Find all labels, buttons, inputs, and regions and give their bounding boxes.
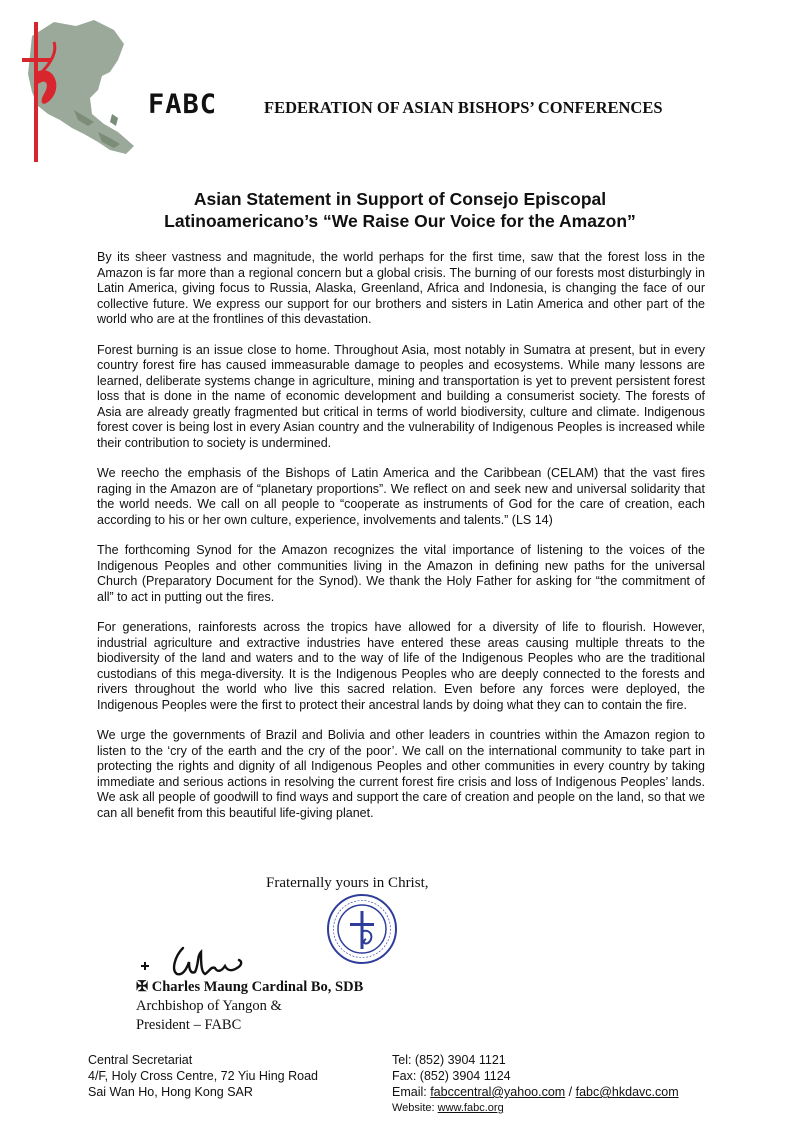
signature-icon xyxy=(135,942,275,982)
title-line-1: Asian Statement in Support of Consejo Episcopal xyxy=(193,189,607,209)
signer-name: ✠ Charles Maung Cardinal Bo, SDB xyxy=(136,979,364,995)
paragraph: For generations, rainforests across the tropics have allowed for a diversity of life to flourish. However, industrial agriculture and extractive industries have entered these areas causing multiple threats to the biodiversity of the land and waters and to the way of life of the Indigenous Peoples who are the traditional custodians of this mega-diversity. It is the Indigenous Peoples who are deeply connected to the forests and rivers throughout the world who live this sacred relation. Even before any forces were deployed, the Indigenous Peoples were the first to protect their ancestral lands by doing what they can to contain the fire. xyxy=(97,620,705,712)
email-link-2[interactable]: fabc@hkdavc.com xyxy=(575,1085,679,1099)
signature xyxy=(135,942,275,982)
signer-title-2: President – FABC xyxy=(136,1017,242,1033)
email-line xyxy=(392,1084,679,1100)
fabc-seal xyxy=(326,893,398,965)
fax-line: Fax: (852) 3904 1124 xyxy=(392,1069,511,1083)
address-line: Central Secretariat xyxy=(88,1053,193,1067)
website-label: Website: xyxy=(392,1102,438,1114)
tel-line: Tel: (852) 3904 1121 xyxy=(392,1053,506,1067)
title-line-2: Latinoamericano’s “We Raise Our Voice for the Amazon” xyxy=(164,211,636,231)
website-link[interactable]: www.fabc.org xyxy=(437,1102,504,1114)
document-body xyxy=(97,250,705,836)
address-line: 4/F, Holy Cross Centre, 72 Yiu Hing Road xyxy=(88,1069,318,1083)
header-acronym: FABC xyxy=(148,89,218,120)
paragraph: We urge the governments of Brazil and Bolivia and other leaders in countries within the Amazon region to listen to the ‘cry of the earth and the cry of the poor’. We call on the international community to take part in protecting the rights and dignity of all Indigenous Peoples and other communities in every country by taking immediate and serious actions in resolving the current forest fire crisis and loss of Indigenous Peoples’ lands. We ask all people of goodwill to find ways and support the care of creation and people on the land, so that we can all benefit from this beautiful life-giving planet. xyxy=(97,728,705,820)
signer-block xyxy=(136,978,363,1035)
signer-title-1: Archbishop of Yangon & xyxy=(136,998,282,1014)
footer-address xyxy=(88,1052,318,1100)
fabc-logo xyxy=(14,14,144,164)
website-line xyxy=(392,1100,679,1116)
closing-line: Fraternally yours in Christ, xyxy=(266,875,429,891)
paragraph: The forthcoming Synod for the Amazon recognizes the vital importance of listening to the voices of the Indigenous Peoples and other communities living in the Amazon in defining new paths for the universal Church (Preparatory Document for the Synod). We thank the Holy Father for asking for “the commitment of all” to act in putting out the fires. xyxy=(97,543,705,604)
footer-contact xyxy=(392,1052,679,1116)
email-label: Email: xyxy=(392,1085,431,1099)
address-line: Sai Wan Ho, Hong Kong SAR xyxy=(88,1085,253,1099)
fabc-logo-icon xyxy=(14,14,144,164)
email-link-1[interactable]: fabccentral@yahoo.com xyxy=(430,1085,566,1099)
paragraph: By its sheer vastness and magnitude, the world perhaps for the first time, saw that the forest loss in the Amazon is far more than a regional concern but a global crisis. The burning of our forests most disturbingly in Latin America, giving focus to Russia, Alaska, Greenland, Africa and Indonesia, is changing the face of our collective future. We express our support for our brothers and sisters in Latin America and other part of the world who are at the frontlines of this devastation. xyxy=(97,250,705,326)
seal-icon xyxy=(326,893,398,965)
paragraph: We reecho the emphasis of the Bishops of Latin America and the Caribbean (CELAM) that the vast fires raging in the Amazon are of “planetary proportions”. We reflect on and seek new and universal solidarity that the world needs. We call on all people to “cooperate as instruments of God for the care of creation, each according to his or her own culture, experience, involvements and talents.” (LS 14) xyxy=(97,466,705,527)
document-title xyxy=(80,188,720,232)
paragraph: Forest burning is an issue close to home. Throughout Asia, most notably in Sumatra at present, but in every country forest fire has caused immeasurable damage to peoples and ecosystems. While many lessons are learned, deliberate systems change in agriculture, mining and transportation is yet to prevent persistent forest loss that is done in the name of economic development and building a consumerist society. The forests of Asia are already greatly fragmented but critical in terms of world biodiversity, culture and climate. Indigenous forest cover is being lost in every Asian country and the vulnerability of Indigenous Peoples is increased while their contribution to society is undermined. xyxy=(97,342,705,450)
header-full-name: FEDERATION OF ASIAN BISHOPS’ CONFERENCES xyxy=(264,98,663,117)
email-separator: / xyxy=(565,1085,576,1099)
